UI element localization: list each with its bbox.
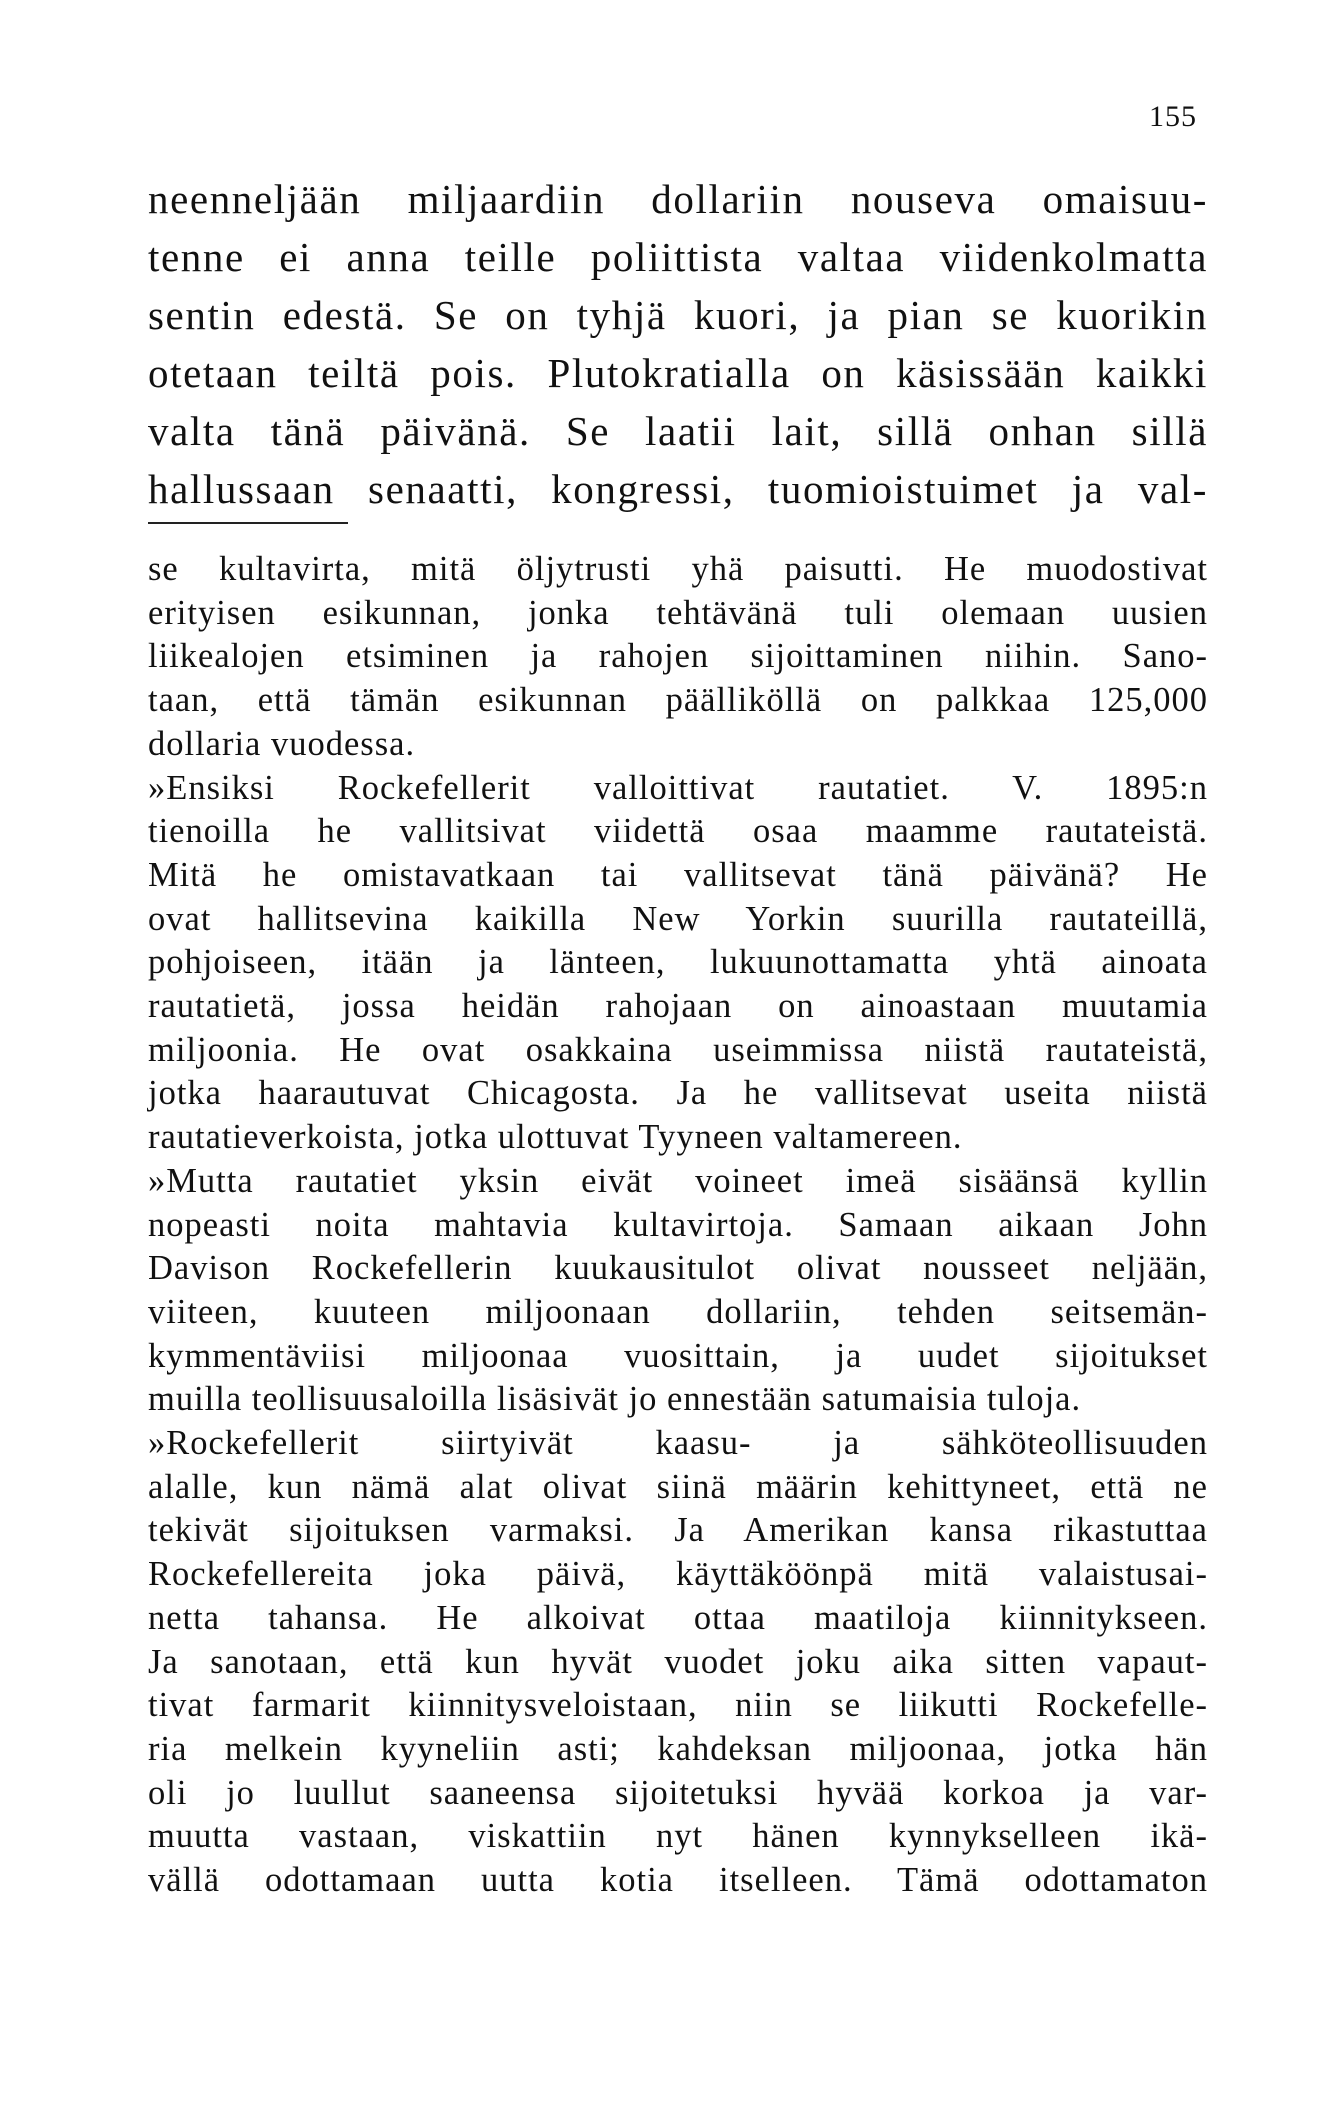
main-text-line: tenne ei anna teille poliittista valtaa viidenkolmatta [148,234,1208,280]
footnote-line: pohjoiseen, itään ja länteen, lukuunottamatta yhtä ainoata [148,943,1208,982]
footnote-line: erityisen esikunnan, jonka tehtävänä tuli olemaan uusien [148,593,1208,632]
footnote-line: tivat farmarit kiinnitysveloistaan, niin se liikutti Rockefelle- [148,1686,1208,1725]
footnote-line: tekivät sijoituksen varmaksi. Ja Amerikan kansa rikastuttaa [148,1511,1208,1550]
footnote-line: ovat hallitsevina kaikilla New Yorkin suurilla rautateillä, [148,899,1208,938]
footnote-line: taan, että tämän esikunnan päälliköllä on palkkaa 125,000 [148,681,1208,720]
footnote-line: ria melkein kyyneliin asti; kahdeksan miljoonaa, jotka hän [148,1729,1208,1768]
footnote-line: rautatietä, jossa heidän rahojaan on ainoastaan muutamia [148,987,1208,1026]
main-text-line: valta tänä päivänä. Se laatii lait, sillä onhan sillä [148,408,1208,454]
footnote-line: alalle, kun nämä alat olivat siinä määrin kehittyneet, että ne [148,1467,1208,1506]
main-text-line: sentin edestä. Se on tyhjä kuori, ja pian se kuorikin [148,292,1208,338]
footnote-line: rautatieverkoista, jotka ulottuvat Tyyneen valtamereen. [148,1118,963,1157]
footnote-line: Ja sanotaan, että kun hyvät vuodet joku aika sitten vapaut- [148,1642,1208,1681]
footnote [148,548,1208,1903]
footnote-line: vällä odottamaan uutta kotia itselleen. Tämä odottamaton [148,1861,1208,1900]
footnote-line: miljoonia. He ovat osakkaina useimmissa niistä rautateistä, [148,1030,1208,1069]
footnote-line: tienoilla he vallitsivat viidettä osaa maamme rautateistä. [148,812,1208,851]
footnote-line: se kultavirta, mitä öljytrusti yhä paisutti. He muodostivat [148,550,1208,588]
footnote-line: »Mutta rautatiet yksin eivät voineet imeä sisäänsä kyllin [148,1161,1208,1200]
page-number: 155 [1149,100,1197,133]
footnote-line: Rockefellereita joka päivä, käyttäköönpä mitä valaistusai- [148,1555,1208,1594]
main-text-line: otetaan teiltä pois. Plutokratialla on käsissään kaikki [148,350,1208,396]
main-text-line: neenneljään miljaardiin dollariin nouseva omaisuu- [148,176,1208,222]
main-text-line: hallussaan senaatti, kongressi, tuomioistuimet ja val- [148,466,1208,512]
main-text [148,170,1208,518]
footnote-line: »Rockefellerit siirtyivät kaasu- ja sähköteollisuuden [148,1424,1208,1463]
footnote-line: kymmentäviisi miljoonaa vuosittain, ja uudet sijoitukset [148,1336,1208,1375]
footnote-line: Mitä he omistavatkaan tai vallitsevat tänä päivänä? He [148,855,1208,894]
footnote-divider [148,522,348,524]
footnote-line: muutta vastaan, viskattiin nyt hänen kynnykselleen ikä- [148,1817,1208,1856]
footnote-line: netta tahansa. He alkoivat ottaa maatiloja kiinnitykseen. [148,1598,1208,1637]
footnote-line: »Ensiksi Rockefellerit valloittivat rautatiet. V. 1895:n [148,768,1208,807]
footnote-line: viiteen, kuuteen miljoonaan dollariin, tehden seitsemän- [148,1292,1208,1331]
footnote-line: jotka haarautuvat Chicagosta. Ja he vallitsevat useita niistä [148,1074,1208,1113]
footnote-line: dollaria vuodessa. [148,724,416,763]
footnote-line: Davison Rockefellerin kuukausitulot olivat nousseet neljään, [148,1249,1208,1288]
footnote-line: liikealojen etsiminen ja rahojen sijoittaminen niihin. Sano- [148,637,1208,676]
footnote-line: nopeasti noita mahtavia kultavirtoja. Samaan aikaan John [148,1205,1208,1244]
footnote-line: muilla teollisuusaloilla lisäsivät jo ennestään satumaisia tuloja. [148,1380,1082,1419]
footnote-line: oli jo luullut saaneensa sijoitetuksi hyvää korkoa ja var- [148,1773,1208,1812]
